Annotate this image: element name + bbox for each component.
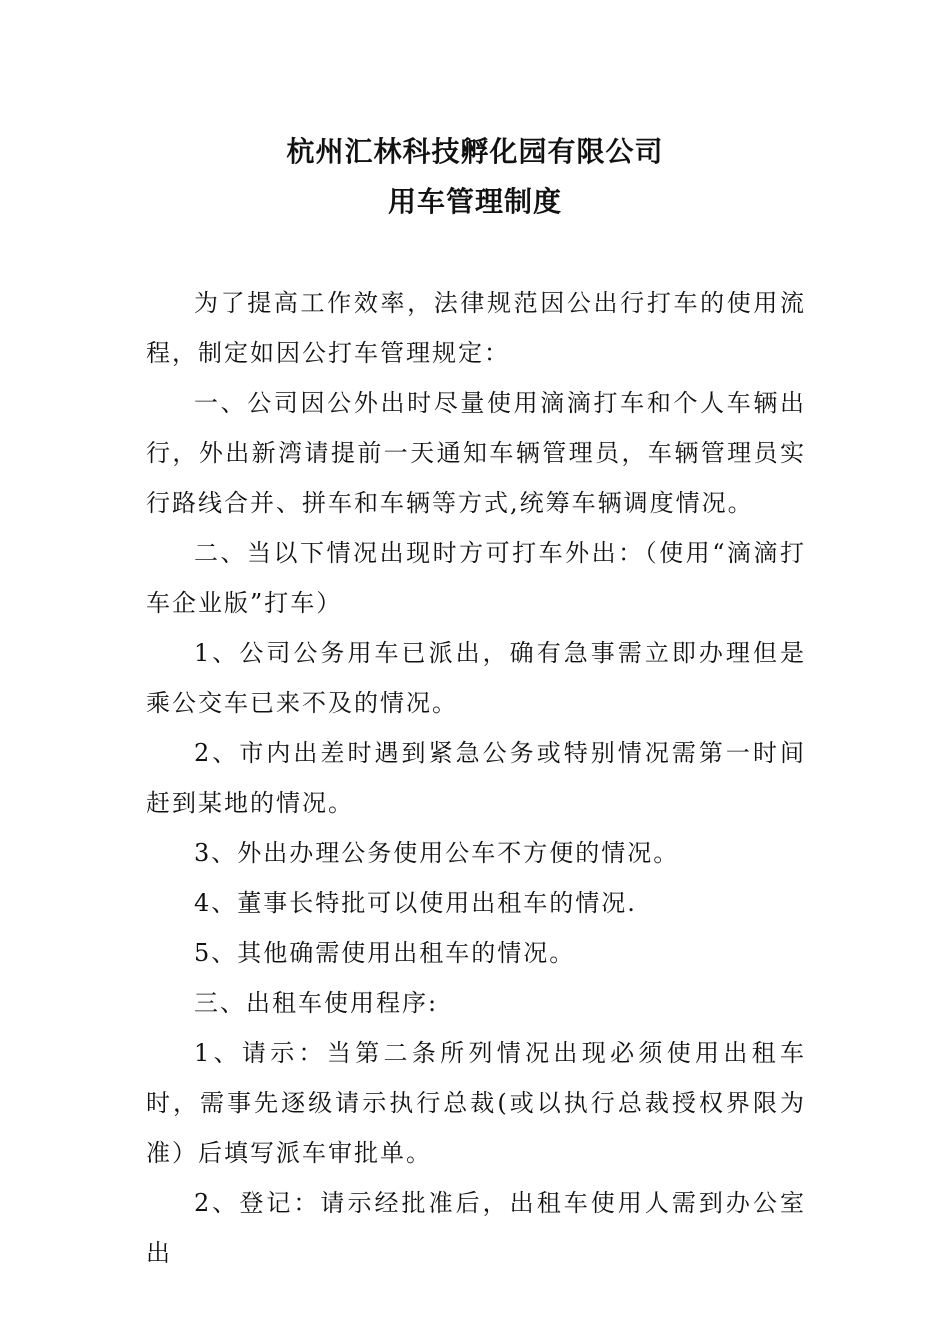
paragraph-section-1: 一、公司因公外出时尽量使用滴滴打车和个人车辆出行，外出新湾请提前一天通知车辆管理员，车辆管理员实行路线合并、拼车和车辆等方式,统筹车辆调度情况。: [146, 389, 806, 517]
paragraph-item-2-4: 4、董事长特批可以使用出租车的情况.: [194, 889, 637, 917]
paragraph-item-3-2: 2、登记：请示经批准后，出租车使用人需到办公室出: [146, 1189, 806, 1267]
paragraph-item-2-3: 3、外出办理公务使用公车不方便的情况。: [194, 839, 680, 867]
document-body: [146, 278, 806, 1278]
paragraph-item-2-2: 2、市内出差时遇到紧急公务或特别情况需第一时间赶到某地的情况。: [146, 739, 806, 817]
paragraph-section-3: 三、出租车使用程序:: [194, 989, 439, 1017]
document-subtitle: 用车管理制度: [387, 185, 562, 218]
paragraph-item-2-5: 5、其他确需使用出租车的情况。: [194, 939, 576, 967]
paragraph-section-2: 二、当以下情况出现时方可打车外出：（使用“滴滴打车企业版”打车）: [146, 539, 806, 617]
paragraph-item-3-1: 1、请示：当第二条所列情况出现必须使用出租车时，需事先逐级请示执行总裁(或以执行总裁授权界限为准）后填写派车审批单。: [146, 1039, 806, 1167]
paragraph-intro: 为了提高工作效率，法律规范因公出行打车的使用流程，制定如因公打车管理规定：: [146, 289, 806, 367]
document-title: 杭州汇林科技孵化园有限公司: [286, 135, 664, 168]
paragraph-item-2-1: 1、公司公务用车已派出，确有急事需立即办理但是乘公交车已来不及的情况。: [146, 639, 806, 717]
